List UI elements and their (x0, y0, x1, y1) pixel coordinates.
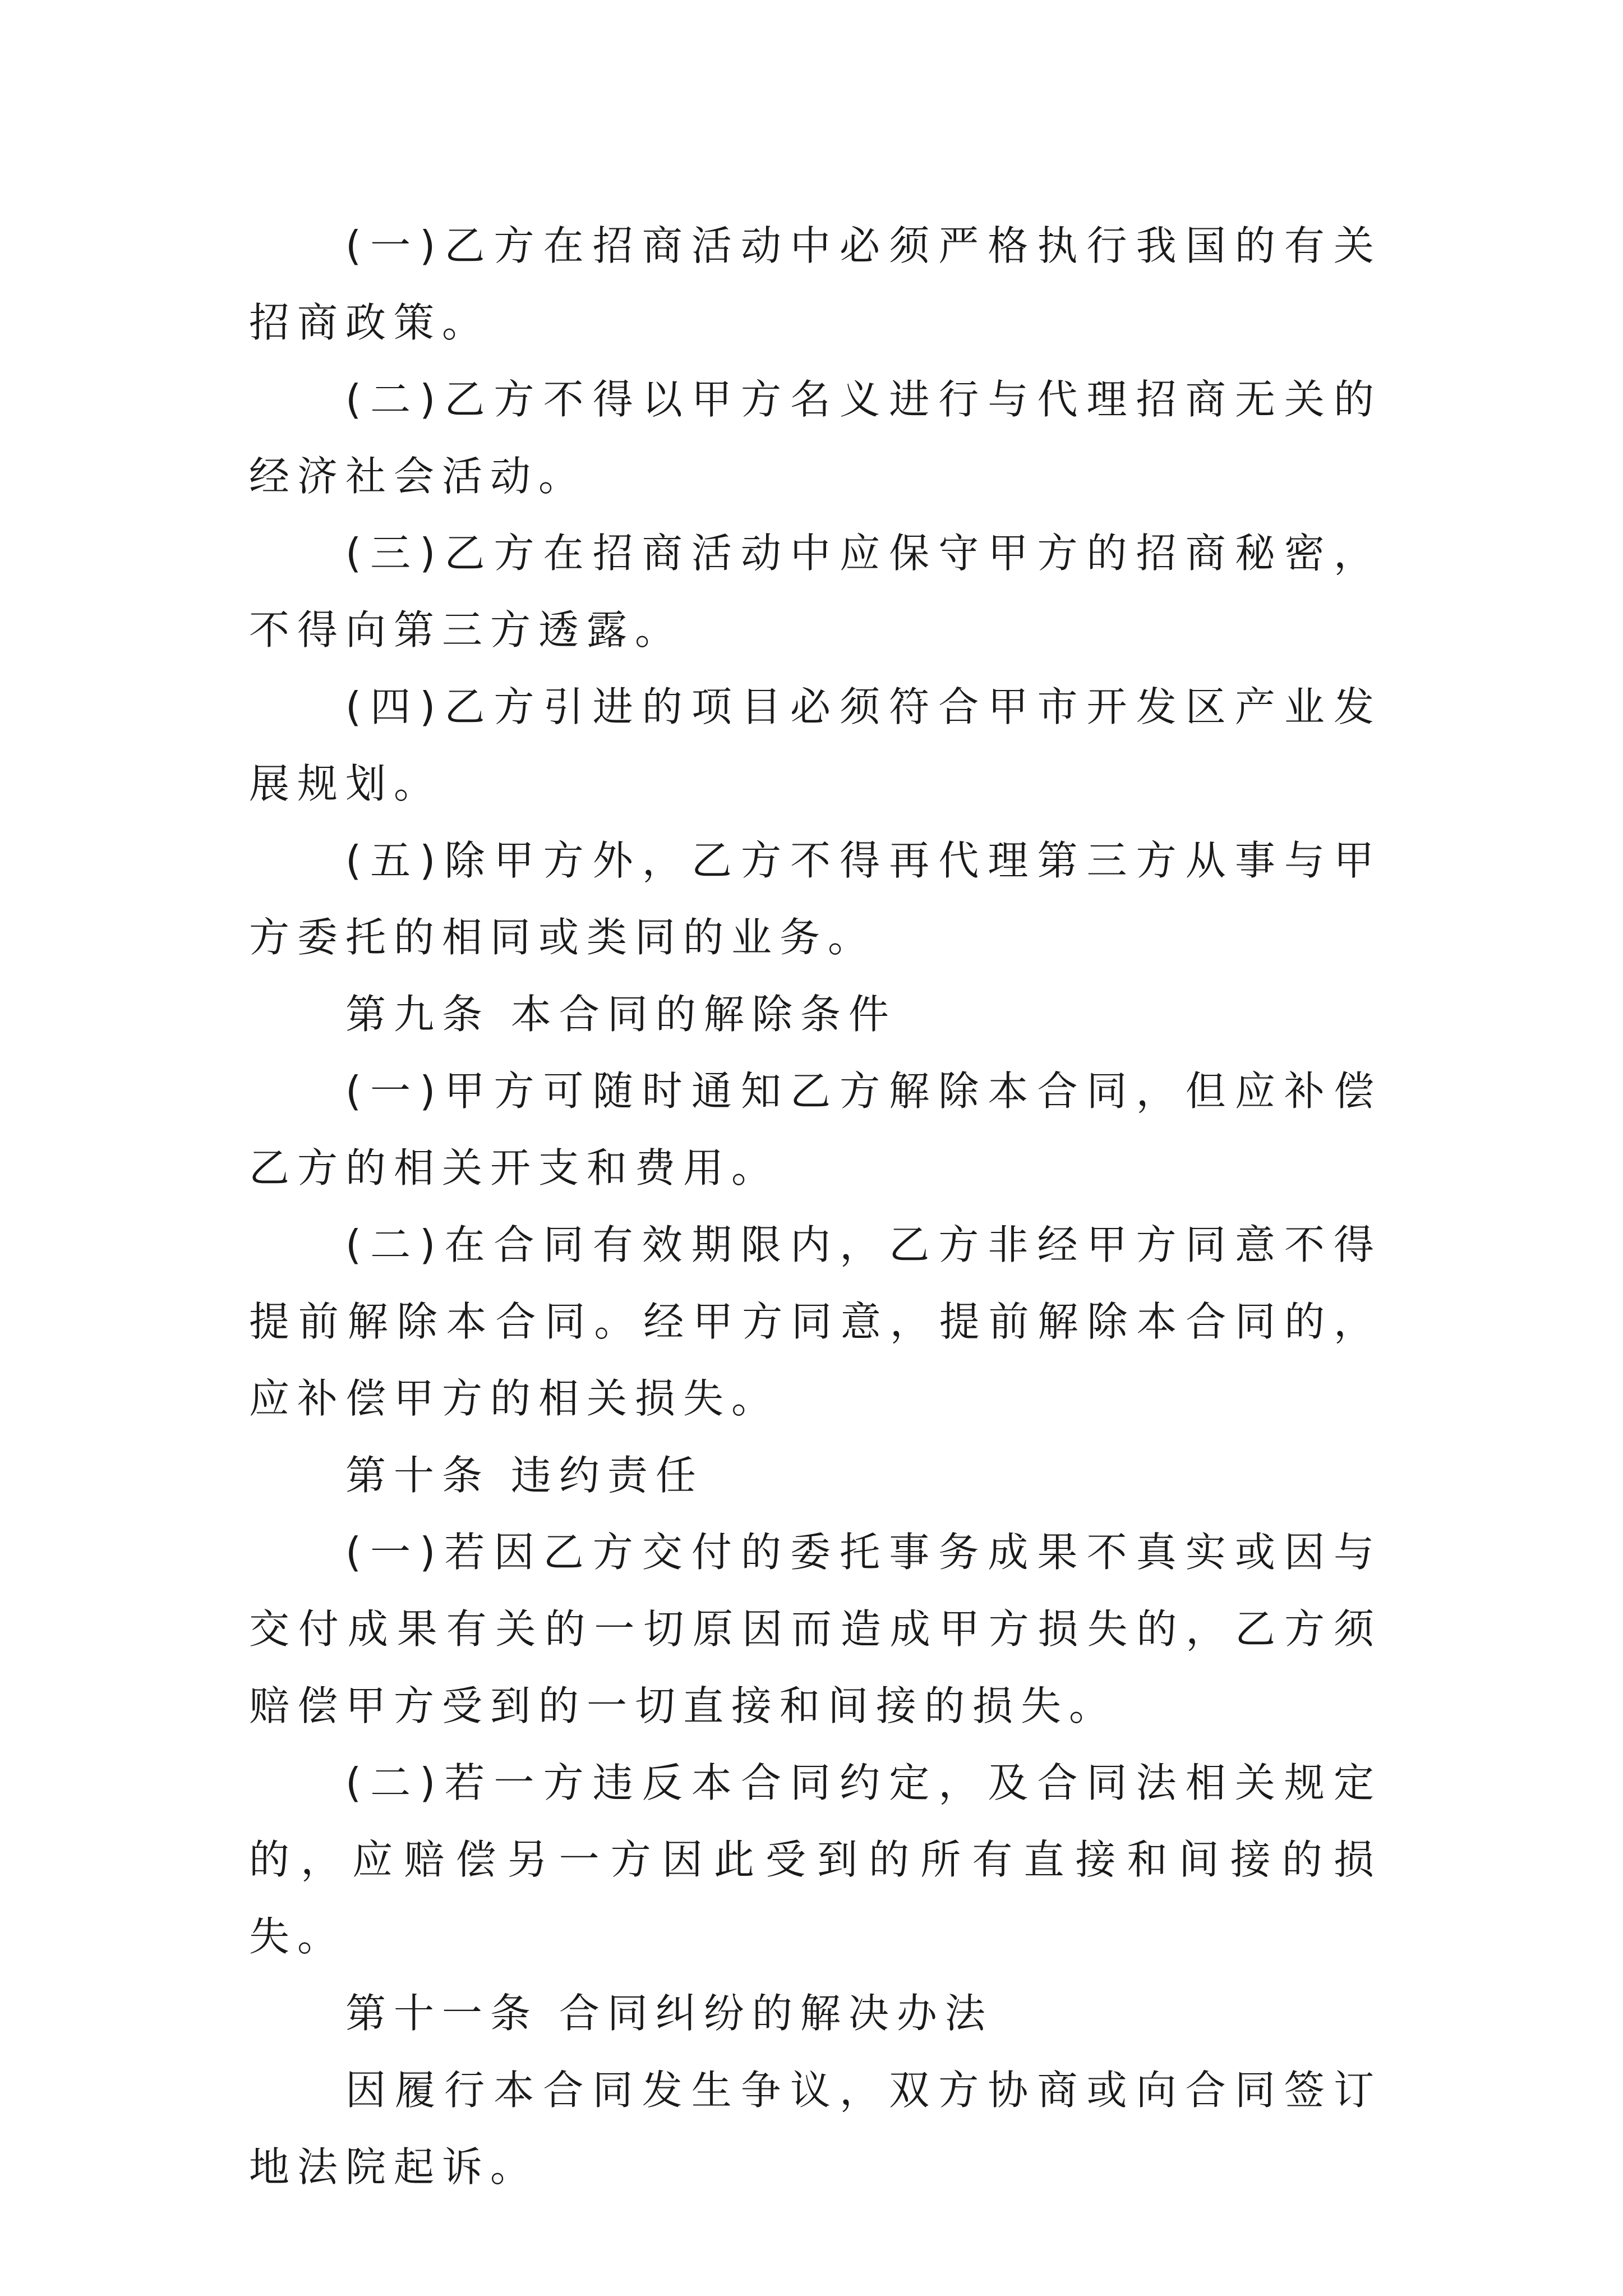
clause-item-1: (一)乙方在招商活动中必须严格执行我国的有关招商政策。 (249, 222, 1382, 346)
clause-item-5: (五)除甲方外，乙方不得再代理第三方从事与甲方委托的相同或类同的业务。 (249, 837, 1382, 961)
contract-body (249, 208, 1382, 2206)
article-10-item-2: (二)若一方违反本合同约定，及合同法相关规定的，应赔偿另一方因此受到的所有直接和间接的损失。 (249, 1759, 1382, 1960)
article-10-item-1: (一)若因乙方交付的委托事务成果不真实或因与交付成果有关的一切原因而造成甲方损失的，乙方须赔偿甲方受到的一切直接和间接的损失。 (249, 1529, 1382, 1729)
clause-item-3: (三)乙方在招商活动中应保守甲方的招商秘密，不得向第三方透露。 (249, 530, 1382, 654)
clause-item-2: (二)乙方不得以甲方名义进行与代理招商无关的经济社会活动。 (249, 376, 1382, 500)
article-11-heading: 第十一条 合同纠纷的解决办法 (345, 1990, 993, 2037)
article-9-item-1: (一)甲方可随时通知乙方解除本合同，但应补偿乙方的相关开支和费用。 (249, 1068, 1382, 1191)
article-9-item-2: (二)在合同有效期限内，乙方非经甲方同意不得提前解除本合同。经甲方同意，提前解除本合同的，应补偿甲方的相关损失。 (249, 1221, 1382, 1422)
article-11-body: 因履行本合同发生争议，双方协商或向合同签订地法院起诉。 (249, 2067, 1382, 2191)
article-10-heading: 第十条 违约责任 (345, 1452, 704, 1499)
article-9-heading: 第九条 本合同的解除条件 (345, 991, 897, 1038)
clause-item-4: (四)乙方引进的项目必须符合甲市开发区产业发展规划。 (249, 683, 1382, 807)
